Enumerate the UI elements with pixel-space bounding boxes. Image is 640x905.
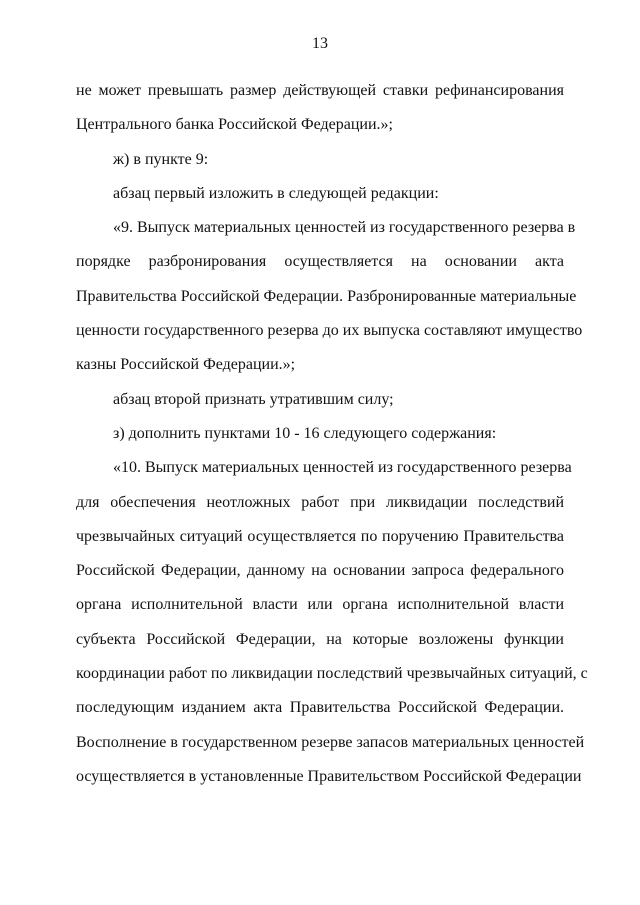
text-line: порядке разбронирования осуществляется на основании акта xyxy=(76,253,564,271)
text-line: не может превышать размер действующей ставки рефинансирования xyxy=(76,82,564,99)
text-line: «10. Выпуск материальных ценностей из государственного резерва xyxy=(113,459,572,477)
text-line: последующим изданием акта Правительства Российской Федерации. xyxy=(76,699,564,717)
text-line: координации работ по ликвидации последствий чрезвычайных ситуаций, с xyxy=(76,665,588,683)
page-number: 13 xyxy=(312,35,328,52)
text-line: субъекта Российской Федерации, на которые возложены функции xyxy=(76,630,564,648)
text-line: ж) в пункте 9: xyxy=(113,150,209,168)
text-line: казны Российской Федерации.»; xyxy=(76,356,296,374)
text-line: «9. Выпуск материальных ценностей из государственного резерва в xyxy=(113,219,576,237)
text-line: абзац первый изложить в следующей редакции: xyxy=(113,184,439,202)
text-line: ценности государственного резерва до их выпуска составляют имущество xyxy=(76,322,583,340)
text-line: Центрального банка Российской Федерации.»; xyxy=(76,116,393,134)
document-body xyxy=(76,74,588,794)
text-line: абзац второй признать утратившим силу; xyxy=(113,390,394,408)
text-line: з) дополнить пунктами 10 - 16 следующего содержания: xyxy=(113,424,497,442)
text-line: осуществляется в установленные Правительством Российской Федерации xyxy=(76,767,582,785)
text-line: Восполнение в государственном резерве запасов материальных ценностей xyxy=(76,733,585,751)
text-line: чрезвычайных ситуаций осуществляется по поручению Правительства xyxy=(76,527,564,545)
text-line: органа исполнительной власти или органа исполнительной власти xyxy=(76,596,564,614)
text-line: Правительства Российской Федерации. Разбронированные материальные xyxy=(76,287,577,305)
text-line: для обеспечения неотложных работ при ликвидации последствий xyxy=(76,493,564,511)
text-line: Российской Федерации, данному на основании запроса федерального xyxy=(76,562,564,580)
